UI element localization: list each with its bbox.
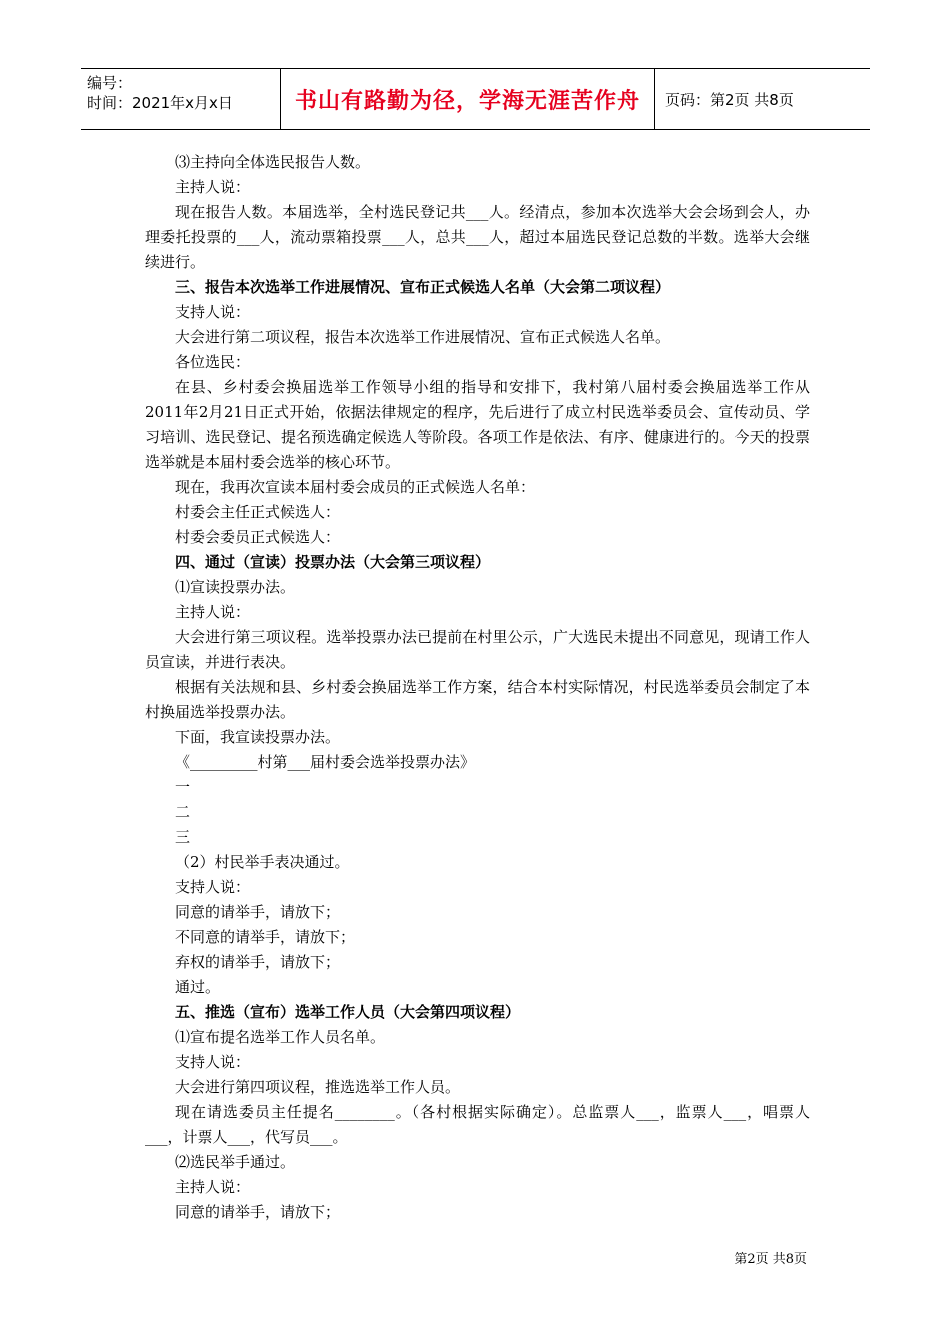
paragraph: 大会进行第四项议程，推选选举工作人员。	[175, 1078, 461, 1096]
paragraph: 村委会主任正式候选人：	[175, 503, 341, 521]
page-header	[81, 68, 870, 130]
paragraph: 主持人说：	[175, 1178, 251, 1196]
paragraph: 主持人说：	[175, 603, 251, 621]
paragraph: 下面，我宣读投票办法。	[175, 728, 341, 746]
paragraph: 主持人说：	[175, 178, 251, 196]
paragraph: 在县、乡村委会换届选举工作领导小组的指导和安排下，我村第八届村委会换届选举工作从2011年2月21日正式开始，依据法律规定的程序，先后进行了成立村民选举委员会、宣传动员、学习培训、选民登记、提名预选确定候选人等阶段。各项工作是依法、有序、健康进行的。今天的投票选举就是本届村委会选举的核心环节。	[145, 378, 810, 471]
paragraph: 三	[175, 828, 191, 846]
paragraph: 支持人说：	[175, 878, 251, 896]
paragraph: 支持人说：	[175, 1053, 251, 1071]
page-footer: 第2页 共8页	[734, 1252, 807, 1267]
paragraph: 现在请选委员主任提名________。（各村根据实际确定）。总监票人___，监票人___，唱票人___，计票人___，代写员___。	[145, 1103, 810, 1146]
section-heading: 三、报告本次选举工作进展情况、宣布正式候选人名单（大会第二项议程）	[175, 278, 671, 296]
paragraph: 村委会委员正式候选人：	[175, 528, 341, 546]
header-motto-cell	[281, 69, 655, 129]
header-page-info: 页码：第2页 共8页	[665, 90, 794, 109]
paragraph: 《_________村第___届村委会选举投票办法》	[175, 753, 476, 771]
paragraph: 支持人说：	[175, 303, 251, 321]
paragraph: ⑶主持向全体选民报告人数。	[175, 153, 371, 171]
paragraph: 现在报告人数。本届选举，全村选民登记共___人。经清点，参加本次选举大会会场到会人，办理委托投票的___人，流动票箱投票___人，总共___人，超过本届选民登记总数的半数。选举大会继续进行。	[145, 203, 810, 271]
paragraph: 大会进行第三项议程。选举投票办法已提前在村里公示，广大选民未提出不同意见，现请工作人员宣读，并进行表决。	[145, 628, 810, 671]
paragraph: 根据有关法规和县、乡村委会换届选举工作方案，结合本村实际情况，村民选举委员会制定了本村换届选举投票办法。	[145, 678, 810, 721]
header-meta	[81, 69, 281, 129]
section-heading: 四、通过（宣读）投票办法（大会第三项议程）	[175, 553, 491, 571]
paragraph: 不同意的请举手，请放下；	[175, 928, 356, 946]
header-motto: 书山有路勤为径，学海无涯苦作舟	[294, 88, 640, 114]
paragraph: 大会进行第二项议程，报告本次选举工作进展情况、宣布正式候选人名单。	[175, 328, 671, 346]
paragraph: 二	[175, 803, 191, 821]
paragraph: 各位选民：	[175, 353, 251, 371]
paragraph: ⑴宣布提名选举工作人员名单。	[175, 1028, 386, 1046]
paragraph: ⑴宣读投票办法。	[175, 578, 296, 596]
paragraph: 同意的请举手，请放下；	[175, 1203, 341, 1221]
document-body	[145, 150, 810, 1225]
paragraph: （2）村民举手表决通过。	[175, 853, 350, 871]
paragraph: 现在，我再次宣读本届村委会成员的正式候选人名单：	[175, 478, 536, 496]
paragraph: 一	[175, 778, 191, 796]
document-date: 时间：2021年x月x日	[87, 94, 233, 112]
paragraph: 弃权的请举手，请放下；	[175, 953, 341, 971]
document-number-label: 编号：	[87, 74, 133, 92]
paragraph: 同意的请举手，请放下；	[175, 903, 341, 921]
paragraph: 通过。	[175, 978, 221, 996]
paragraph: ⑵选民举手通过。	[175, 1153, 296, 1171]
section-heading: 五、推选（宣布）选举工作人员（大会第四项议程）	[175, 1003, 521, 1021]
